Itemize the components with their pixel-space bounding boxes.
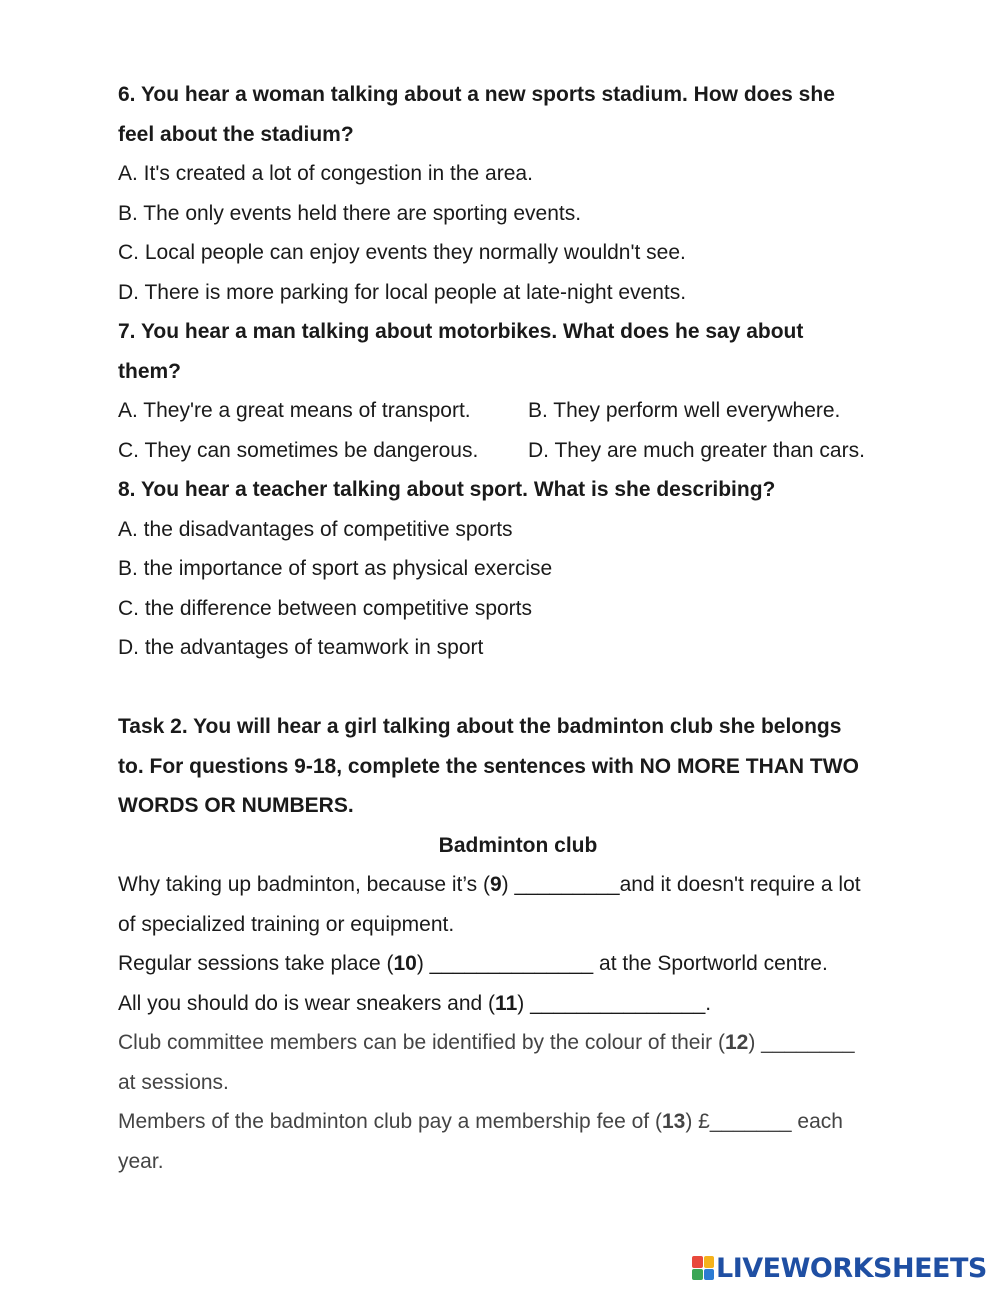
task2-instruction-line2: to. For questions 9-18, complete the sentences with NO MORE THAN TWO [118,754,859,778]
gap-sentence-13 [118,1102,948,1142]
q7-option-b: B. They perform well everywhere. [528,399,841,422]
q6-option-d: D. There is more parking for local people at late-night events. [118,280,687,304]
q6-option-c: C. Local people can enjoy events they normally wouldn't see. [118,241,686,264]
q8-option-a: A. the disadvantages of competitive sports [118,517,513,541]
q6-option-a: A. It's created a lot of congestion in the area. [118,162,533,185]
gap-sentence-9-cont: of specialized training or equipment. [118,912,455,936]
q8-stem: 8. You hear a teacher talking about sport. What is she describing? [118,478,776,501]
gap11-blank[interactable]: ) _______________. [517,991,712,1015]
gap-sentence-9 [118,865,948,905]
gap12-number: 12 [724,1031,749,1054]
gap10-number: 10 [393,952,417,975]
gap-sentence-11 [118,984,948,1024]
gap9-prefix: Why taking up badminton, because it’s ( [118,873,490,896]
q7-option-a: A. They're a great means of transport. [118,399,471,422]
gap10-prefix: Regular sessions take place ( [118,952,394,975]
q7-option-c: C. They can sometimes be dangerous. [118,438,479,462]
gap12-blank[interactable]: ) ________ [748,1031,855,1054]
q8-option-d: D. the advantages of teamwork in sport [118,636,484,659]
gap13-blank[interactable]: ) £_______ each [685,1110,843,1133]
logo-text: LIVEWORKSHEETS [716,1252,987,1284]
gap13-prefix: Members of the badminton club pay a membership fee of ( [118,1110,662,1133]
liveworksheets-logo[interactable] [692,1251,987,1285]
q6-stem-line1: 6. You hear a woman talking about a new sports stadium. How does she [118,83,835,106]
gap11-number: 11 [495,991,518,1015]
gap11-prefix: All you should do is wear sneakers and ( [118,991,496,1015]
q7-options-row2 [118,431,948,471]
task2-instruction-line1: Task 2. You will hear a girl talking about the badminton club she belongs [118,715,842,738]
gap-sentence-12 [118,1023,948,1063]
task2-title: Badminton club [438,833,598,857]
q8-option-b: B. the importance of sport as physical exercise [118,557,553,580]
section-spacer [118,668,948,708]
gap13-number: 13 [661,1110,686,1133]
gap-sentence-12-cont: at sessions. [118,1070,229,1094]
q6-option-b: B. The only events held there are sporting events. [118,201,582,225]
gap9-number: 9 [489,873,502,896]
liveworksheets-logo-icon [692,1256,714,1280]
q8-option-c: C. the difference between competitive sports [118,596,533,620]
q7-option-d: D. They are much greater than cars. [528,438,865,462]
q7-stem-line2: them? [118,359,181,383]
gap-sentence-10 [118,944,948,984]
q6-stem-line2: feel about the stadium? [118,122,354,146]
gap9-blank[interactable]: ) _________and it doesn't require a lot [501,873,861,896]
gap-sentence-13-cont: year. [118,1149,164,1173]
gap10-blank[interactable]: ) ______________ at the Sportworld centre. [416,952,828,975]
q7-options-row1 [118,391,948,431]
task2-instruction-line3: WORDS OR NUMBERS. [118,794,354,817]
q7-stem-line1: 7. You hear a man talking about motorbikes. What does he say about [118,320,804,343]
worksheet-page [118,75,948,1181]
gap12-prefix: Club committee members can be identified by the colour of their ( [118,1031,725,1054]
